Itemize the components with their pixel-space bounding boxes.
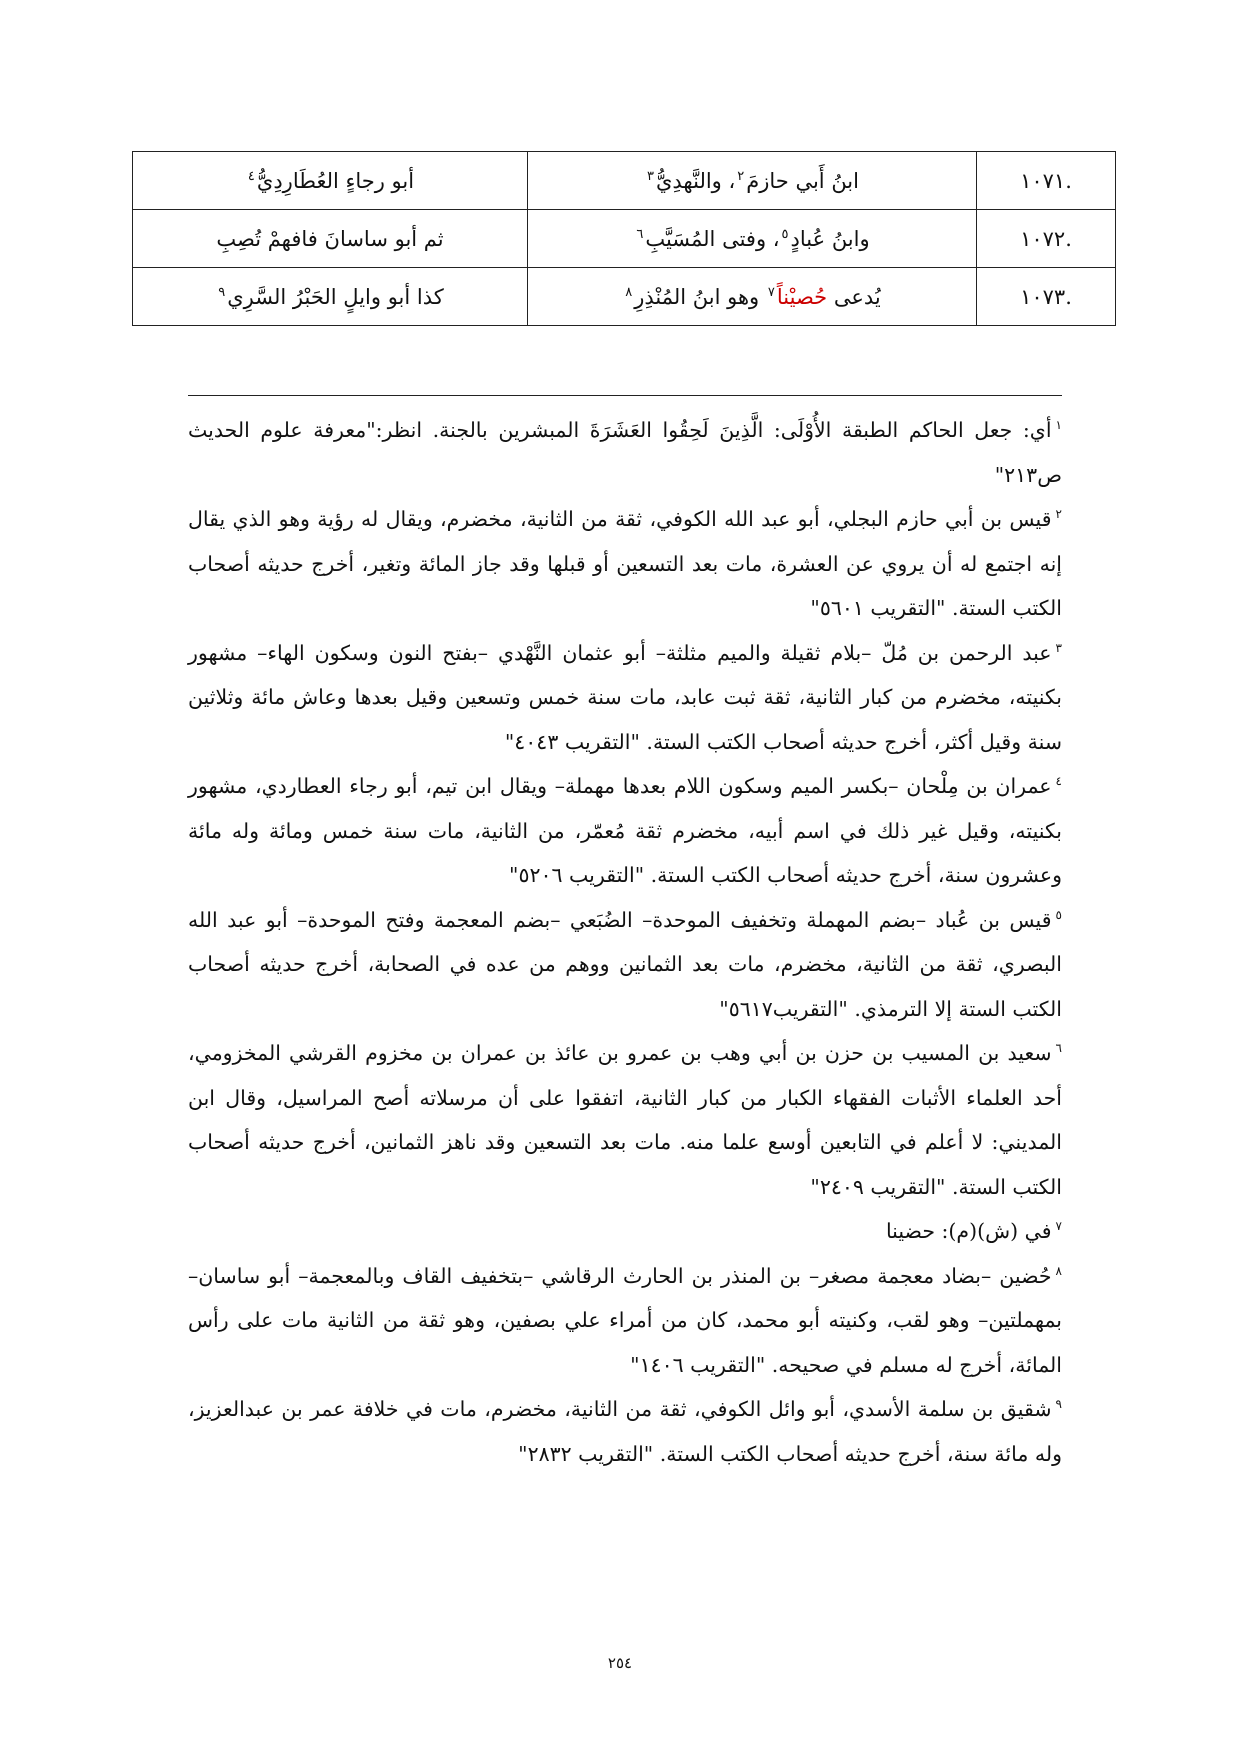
- verse-table: [132, 151, 1116, 326]
- verse-number: .١٠٧٢: [977, 210, 1116, 268]
- footnote-number: ٤: [1055, 774, 1062, 789]
- verse-text: وابنُ عُبادٍ: [790, 226, 870, 251]
- footnote-number: ٧: [1055, 1219, 1062, 1234]
- footnote-ref: ٣: [646, 168, 654, 184]
- footnote: [188, 1031, 1062, 1209]
- verse-number: .١٠٧١: [977, 152, 1116, 210]
- footnote: [188, 631, 1062, 765]
- footnote-text: عمران بن مِلْحان –بكسر الميم وسكون اللام بعدها مهملة– ويقال ابن تيم، أبو رجاء العطاردي، مشهور بكنيته، وقيل غير ذلك في اسم أبيه، مخضرم ثقة مُعمّر، من الثانية، مات سنة خمس ومائة وله مائة وعشرون سنة، أخرج حديثه أصحاب الكتب الستة. "التقريب ٥٢٠٦": [188, 774, 1062, 887]
- footnote-ref: ٩: [218, 284, 226, 300]
- footnote-ref: ٧: [767, 284, 775, 300]
- footnote-ref: ٢: [737, 168, 745, 184]
- footnote-text: قيس بن عُباد –بضم المهملة وتخفيف الموحدة– الضُبَعي –بضم المعجمة وفتح الموحدة– أبو عبد الله البصري، ثقة من الثانية، مخضرم، مات بعد الثمانين ووهم من عده في الصحابة، أخرج حديثه أصحاب الكتب الستة إلا الترمذي. "التقريب٥٦١٧": [188, 907, 1062, 1021]
- footnote: [188, 1254, 1062, 1388]
- verse-text: ثم أبو ساسانَ فافهمْ تُصِبِ: [216, 226, 444, 251]
- verse-text: ، وفتى المُسَيَّبِ: [645, 226, 780, 251]
- footnote-text: عبد الرحمن بن مُلّ –بلام ثقيلة والميم مثلثة– أبو عثمان النَّهْدي –بفتح النون وسكون الهاء– مشهور بكنيته، مخضرم من كبار الثانية، ثقة ثبت عابد، مات سنة خمس وتسعين وقيل بعدها وعاش مائة وثلاثين سنة وقيل أكثر، أخرج حديثه أصحاب الكتب الستة. "التقريب ٤٠٤٣": [188, 640, 1062, 754]
- verse-first-half: [528, 152, 977, 210]
- footnote-number: ٣: [1055, 640, 1062, 655]
- footnote-number: ٨: [1055, 1263, 1062, 1278]
- footnote-ref: ٤: [247, 168, 255, 184]
- footnote-text: قيس بن أبي حازم البجلي، أبو عبد الله الكوفي، ثقة من الثانية، مخضرم، ويقال له رؤية وهو الذي يقال إنه اجتمع له أن يروي عن العشرة، مات بعد التسعين أو قبلها وقد جاز المائة وتغير، أخرج حديثه أصحاب الكتب الستة. "التقريب ٥٦٠١": [188, 507, 1062, 620]
- footnote-ref: ٥: [781, 226, 789, 242]
- verse-text: ، والنَّهدِيُّ: [655, 168, 736, 193]
- footnote-number: ٩: [1055, 1397, 1062, 1412]
- verse-text: وهو ابنُ المُنْذِرِ: [634, 284, 760, 309]
- verse-first-half: [528, 268, 977, 326]
- verse-first-half: [528, 210, 977, 268]
- footnote: [188, 497, 1062, 631]
- footnote: [188, 1209, 1062, 1254]
- page-number: ٢٥٤: [607, 1654, 633, 1672]
- footnote: [188, 1387, 1062, 1476]
- verse-text: ابنُ أَبي حازمَ: [746, 168, 859, 193]
- footnote-divider: [188, 395, 1062, 396]
- footnote-number: ٢: [1055, 507, 1062, 522]
- verse-text: يُدعى: [833, 284, 881, 309]
- verse-row: [133, 210, 1116, 268]
- verse-number: .١٠٧٣: [977, 268, 1116, 326]
- footnote-text: حُضين –بضاد معجمة مصغر– بن المنذر بن الحارث الرقاشي –بتخفيف القاف وبالمعجمة– أبو ساسان–بمهملتين– وهو لقب، وكنيته أبو محمد، كان من أمراء علي بصفين، وهو ثقة من الثانية مات على رأس المائة، أخرج له مسلم في صحيحه. "التقريب ١٤٠٦": [188, 1263, 1062, 1377]
- verse-second-half: [133, 210, 528, 268]
- footnote: [188, 898, 1062, 1032]
- footnote-number: ١: [1055, 418, 1062, 433]
- verse-second-half: [133, 152, 528, 210]
- footnote-ref: ٨: [625, 284, 633, 300]
- footnote-text: أي: جعل الحاكم الطبقة الأُوْلَى: الَّذِينَ لَحِقُوا العَشَرَةَ المبشرين بالجنة. انظر:"معرفة علوم الحديث ص٢١٣": [188, 418, 1062, 487]
- footnote-ref: ٦: [636, 226, 644, 242]
- footnote: [188, 764, 1062, 898]
- footnote: [188, 408, 1062, 497]
- verse-row: [133, 268, 1116, 326]
- footnotes: [188, 408, 1062, 1476]
- footnote-number: ٥: [1055, 907, 1062, 922]
- footnote-text: شقيق بن سلمة الأسدي، أبو وائل الكوفي، ثقة من الثانية، مخضرم، مات في خلافة عمر بن عبدالعزيز، وله مائة سنة، أخرج حديثه أصحاب الكتب الستة. "التقريب ٢٨٣٢": [188, 1397, 1062, 1466]
- verse-row: [133, 152, 1116, 210]
- verse-text: أبو رجاءٍ العُطَارِدِيُّ: [256, 168, 415, 193]
- verse-second-half: [133, 268, 528, 326]
- verse-text: كذا أبو وايلٍ الحَبْرُ السَّرِي: [227, 284, 444, 309]
- footnote-text: في (ش)(م): حضينا: [885, 1219, 1052, 1243]
- footnote-number: ٦: [1055, 1041, 1062, 1056]
- highlighted-word: حُصيْناً: [776, 284, 828, 309]
- footnote-text: سعيد بن المسيب بن حزن بن أبي وهب بن عمرو بن عائذ بن عمران بن مخزوم القرشي المخزومي، أحد العلماء الأثبات الفقهاء الكبار من كبار الثانية، اتفقوا على أن مرسلاته أصح المراسيل، وقال ابن المديني: لا أعلم في التابعين أوسع علما منه. مات بعد التسعين وقد ناهز الثمانين، أخرج حديثه أصحاب الكتب الستة. "التقريب ٢٤٠٩": [188, 1041, 1062, 1199]
